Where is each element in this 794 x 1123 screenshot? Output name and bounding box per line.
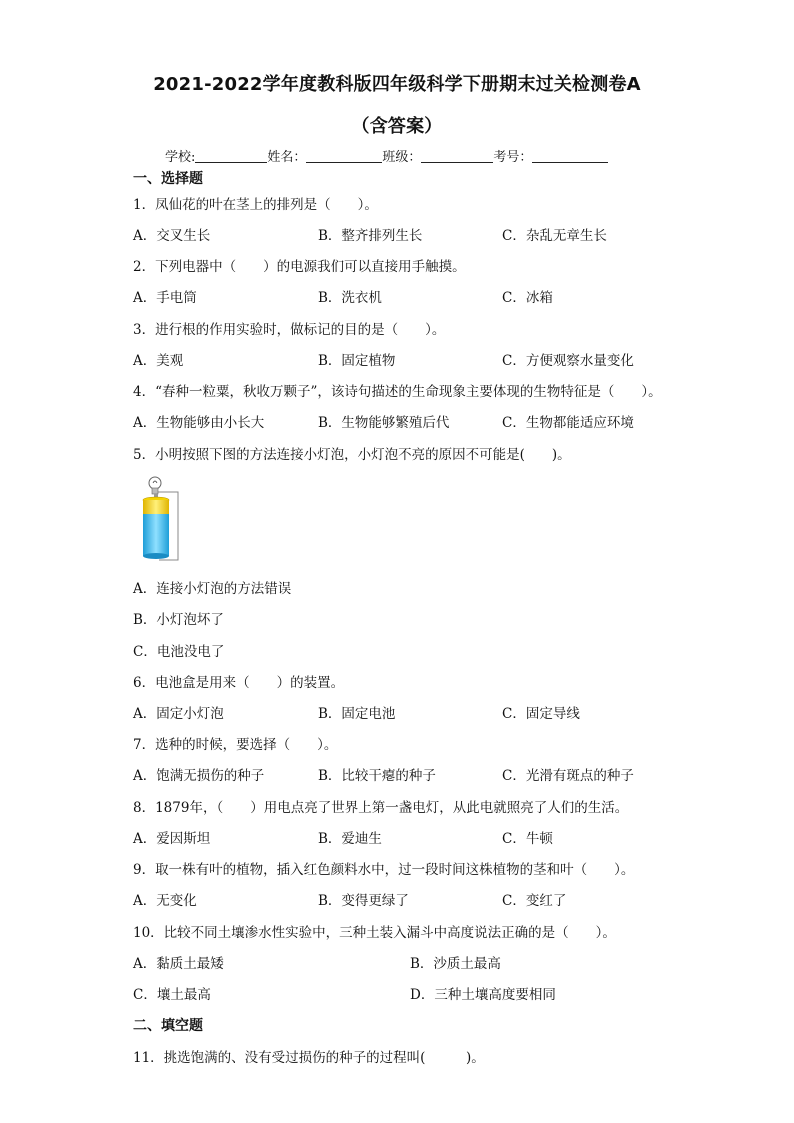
option-2c[interactable]: C．冰箱 (502, 290, 553, 306)
option-8a[interactable]: A．爱因斯坦 (133, 831, 211, 847)
question-1: 1．凤仙花的叶在茎上的排列是（ ）。 (133, 197, 378, 213)
question-11: 11．挑选饱满的、没有受过损伤的种子的过程叫( )。 (133, 1050, 485, 1066)
option-6b[interactable]: B．固定电池 (318, 706, 396, 722)
option-10c[interactable]: C．壤土最高 (133, 987, 211, 1003)
question-8: 8．1879年，（ ）用电点亮了世界上第一盏电灯，从此电就照亮了人们的生活。 (133, 800, 629, 816)
option-1a[interactable]: A．交叉生长 (133, 228, 211, 244)
question-5: 5．小明按照下图的方法连接小灯泡，小灯泡不亮的原因不可能是( )。 (133, 447, 571, 463)
section-heading-fill: 二、填空题 (133, 1018, 203, 1034)
page-subtitle: （含答案） (351, 116, 443, 137)
option-1b[interactable]: B．整齐排列生长 (318, 228, 423, 244)
battery-bulb-figure (133, 474, 183, 564)
student-info-line (165, 146, 608, 165)
option-4c[interactable]: C．生物都能适应环境 (502, 415, 634, 431)
option-4a[interactable]: A．生物能够由小长大 (133, 415, 265, 431)
light-bulb-icon (149, 477, 161, 494)
option-10b[interactable]: B．沙质土最高 (410, 956, 501, 972)
option-9a[interactable]: A．无变化 (133, 893, 197, 909)
option-7c[interactable]: C．光滑有斑点的种子 (502, 768, 634, 784)
exam-no-field[interactable] (532, 150, 608, 163)
question-2: 2．下列电器中（ ）的电源我们可以直接用手触摸。 (133, 259, 466, 275)
school-label: 学校: (165, 150, 196, 165)
option-6a[interactable]: A．固定小灯泡 (133, 706, 224, 722)
option-9c[interactable]: C．变红了 (502, 893, 567, 909)
exam-no-label: 考号： (493, 150, 533, 165)
option-7b[interactable]: B．比较干瘪的种子 (318, 768, 436, 784)
option-6c[interactable]: C．固定导线 (502, 706, 580, 722)
battery-icon (143, 494, 169, 559)
name-label: 姓名： (267, 150, 307, 165)
option-3b[interactable]: B．固定植物 (318, 353, 396, 369)
question-6: 6．电池盒是用来（ ）的装置。 (133, 675, 345, 691)
option-1c[interactable]: C．杂乱无章生长 (502, 228, 607, 244)
option-10a[interactable]: A．黏质土最矮 (133, 956, 224, 972)
question-3: 3．进行根的作用实验时，做标记的目的是（ ）。 (133, 322, 446, 338)
page-title: 2021-2022学年度教科版四年级科学下册期末过关检测卷A (153, 74, 641, 95)
option-5a[interactable]: A．连接小灯泡的方法错误 (133, 581, 292, 597)
option-5c[interactable]: C．电池没电了 (133, 644, 225, 660)
section-heading-choice: 一、选择题 (133, 171, 203, 187)
option-8c[interactable]: C．牛顿 (502, 831, 553, 847)
class-label: 班级： (382, 150, 422, 165)
question-9: 9．取一株有叶的植物，插入红色颜料水中，过一段时间这株植物的茎和叶（ ）。 (133, 862, 635, 878)
school-field[interactable] (195, 150, 267, 163)
option-4b[interactable]: B．生物能够繁殖后代 (318, 415, 450, 431)
question-7: 7．选种的时候，要选择（ ）。 (133, 737, 338, 753)
option-2b[interactable]: B．洗衣机 (318, 290, 382, 306)
option-2a[interactable]: A．手电筒 (133, 290, 197, 306)
option-7a[interactable]: A．饱满无损伤的种子 (133, 768, 265, 784)
option-8b[interactable]: B．爱迪生 (318, 831, 382, 847)
option-3a[interactable]: A．美观 (133, 353, 184, 369)
class-field[interactable] (421, 150, 493, 163)
question-10: 10．比较不同土壤渗水性实验中，三种土装入漏斗中高度说法正确的是（ ）。 (133, 925, 616, 941)
question-4: 4．“春种一粒粟，秋收万颗子”，该诗句描述的生命现象主要体现的生物特征是（ ）。 (133, 384, 662, 400)
option-3c[interactable]: C．方便观察水量变化 (502, 353, 634, 369)
option-5b[interactable]: B．小灯泡坏了 (133, 612, 224, 628)
option-10d[interactable]: D．三种土壤高度要相同 (410, 987, 556, 1003)
option-9b[interactable]: B．变得更绿了 (318, 893, 409, 909)
name-field[interactable] (306, 150, 382, 163)
